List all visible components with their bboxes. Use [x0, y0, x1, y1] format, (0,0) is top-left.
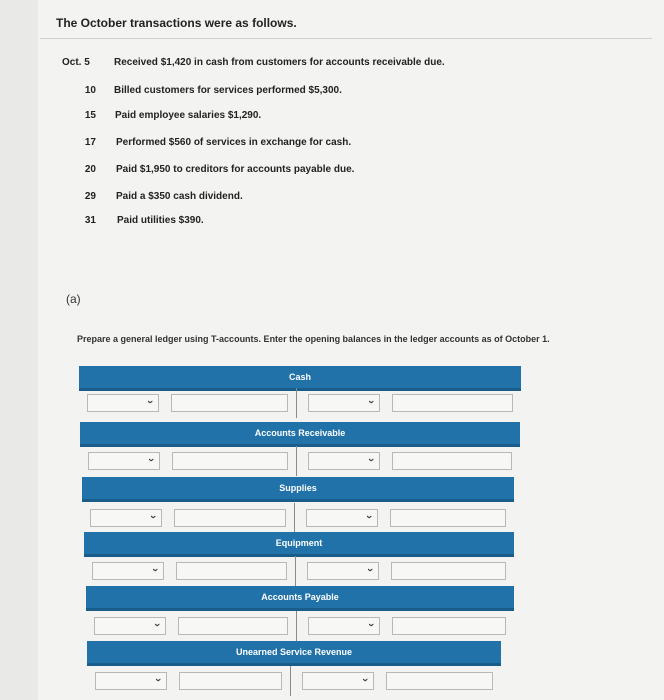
- debit-date-select[interactable]: [95, 672, 167, 690]
- debit-amount-input[interactable]: [171, 394, 288, 412]
- account-name: Equipment: [275, 538, 323, 548]
- transaction-row: [0, 137, 664, 155]
- chevron-down-icon: ›: [152, 678, 165, 682]
- debit-date-select[interactable]: [90, 509, 162, 527]
- transaction-row: [0, 164, 664, 182]
- credit-date-select[interactable]: [302, 672, 374, 690]
- t-account-divider: [294, 503, 295, 533]
- t-account-divider: [296, 446, 297, 476]
- chevron-down-icon: ›: [151, 623, 164, 627]
- credit-amount-input[interactable]: [390, 509, 506, 527]
- chevron-down-icon: ›: [364, 458, 377, 462]
- account-name: Accounts Payable: [261, 592, 339, 602]
- t-account-body: [87, 666, 501, 696]
- credit-amount-input[interactable]: [392, 617, 506, 635]
- account-name: Supplies: [279, 483, 317, 493]
- credit-date-select[interactable]: [308, 617, 380, 635]
- credit-amount-input[interactable]: [392, 394, 513, 412]
- t-account-body: [86, 611, 514, 641]
- credit-amount-input[interactable]: [392, 452, 512, 470]
- transaction-description: Performed $560 of services in exchange for cash.: [116, 137, 352, 148]
- debit-date-select[interactable]: [94, 617, 166, 635]
- t-account-divider: [295, 556, 296, 586]
- transaction-date: 29: [84, 191, 96, 202]
- debit-amount-input[interactable]: [178, 617, 288, 635]
- debit-date-select[interactable]: [87, 394, 159, 412]
- debit-date-select[interactable]: [88, 452, 160, 470]
- t-account-divider: [290, 666, 291, 696]
- chevron-down-icon: ›: [149, 568, 162, 572]
- account-header: [86, 586, 514, 611]
- account-header: [84, 532, 514, 557]
- chevron-down-icon: ›: [363, 568, 376, 572]
- chevron-down-icon: ›: [359, 678, 372, 682]
- chevron-down-icon: ›: [147, 515, 160, 519]
- transaction-row: [0, 215, 664, 233]
- t-account-body: [84, 556, 514, 586]
- transaction-description: Paid employee salaries $1,290.: [115, 110, 262, 121]
- transaction-date: 17: [84, 137, 96, 148]
- transaction-description: Paid utilities $390.: [117, 215, 204, 226]
- t-account-body: [79, 388, 521, 418]
- account-name: Unearned Service Revenue: [235, 647, 353, 657]
- t-account-body: [80, 446, 520, 476]
- t-account-body: [82, 503, 514, 533]
- credit-date-select[interactable]: [306, 509, 378, 527]
- credit-date-select[interactable]: [308, 452, 380, 470]
- chevron-down-icon: ›: [362, 515, 375, 519]
- transaction-date: 31: [84, 215, 96, 226]
- transaction-description: Paid $1,950 to creditors for accounts payable due.: [116, 164, 355, 175]
- credit-amount-input[interactable]: [391, 562, 506, 580]
- debit-date-select[interactable]: [92, 562, 164, 580]
- credit-date-select[interactable]: [308, 394, 380, 412]
- debit-amount-input[interactable]: [174, 509, 286, 527]
- chevron-down-icon: ›: [144, 400, 157, 404]
- divider-rule: [40, 38, 652, 39]
- chevron-down-icon: ›: [364, 623, 377, 627]
- transaction-description: Received $1,420 in cash from customers for accounts receivable due.: [114, 57, 445, 68]
- account-header: [80, 422, 520, 447]
- debit-amount-input[interactable]: [172, 452, 288, 470]
- credit-date-select[interactable]: [307, 562, 379, 580]
- transaction-description: Billed customers for services performed $5,300.: [114, 85, 342, 96]
- transaction-date: 15: [84, 110, 96, 121]
- chevron-down-icon: ›: [364, 400, 377, 404]
- account-header: [82, 477, 514, 502]
- intro-text: The October transactions were as follows.: [56, 16, 297, 30]
- instruction-text: Prepare a general ledger using T-accounts. Enter the opening balances in the ledger accounts as of October 1.: [77, 334, 550, 344]
- t-account-divider: [296, 388, 297, 418]
- account-name: Accounts Receivable: [254, 428, 346, 438]
- transaction-date: 10: [84, 85, 96, 96]
- transaction-date: Oct. 5: [62, 57, 90, 68]
- account-name: Cash: [288, 372, 311, 382]
- transaction-row: [0, 85, 664, 103]
- t-account-divider: [296, 611, 297, 641]
- chevron-down-icon: ›: [145, 458, 158, 462]
- transaction-description: Paid a $350 cash dividend.: [116, 191, 243, 202]
- debit-amount-input[interactable]: [179, 672, 282, 690]
- credit-amount-input[interactable]: [386, 672, 493, 690]
- transaction-date: 20: [84, 164, 96, 175]
- transaction-row: [0, 57, 664, 75]
- transaction-row: [0, 110, 664, 128]
- transaction-row: [0, 191, 664, 209]
- part-label: (a): [66, 292, 81, 306]
- debit-amount-input[interactable]: [176, 562, 287, 580]
- account-header: [87, 641, 501, 666]
